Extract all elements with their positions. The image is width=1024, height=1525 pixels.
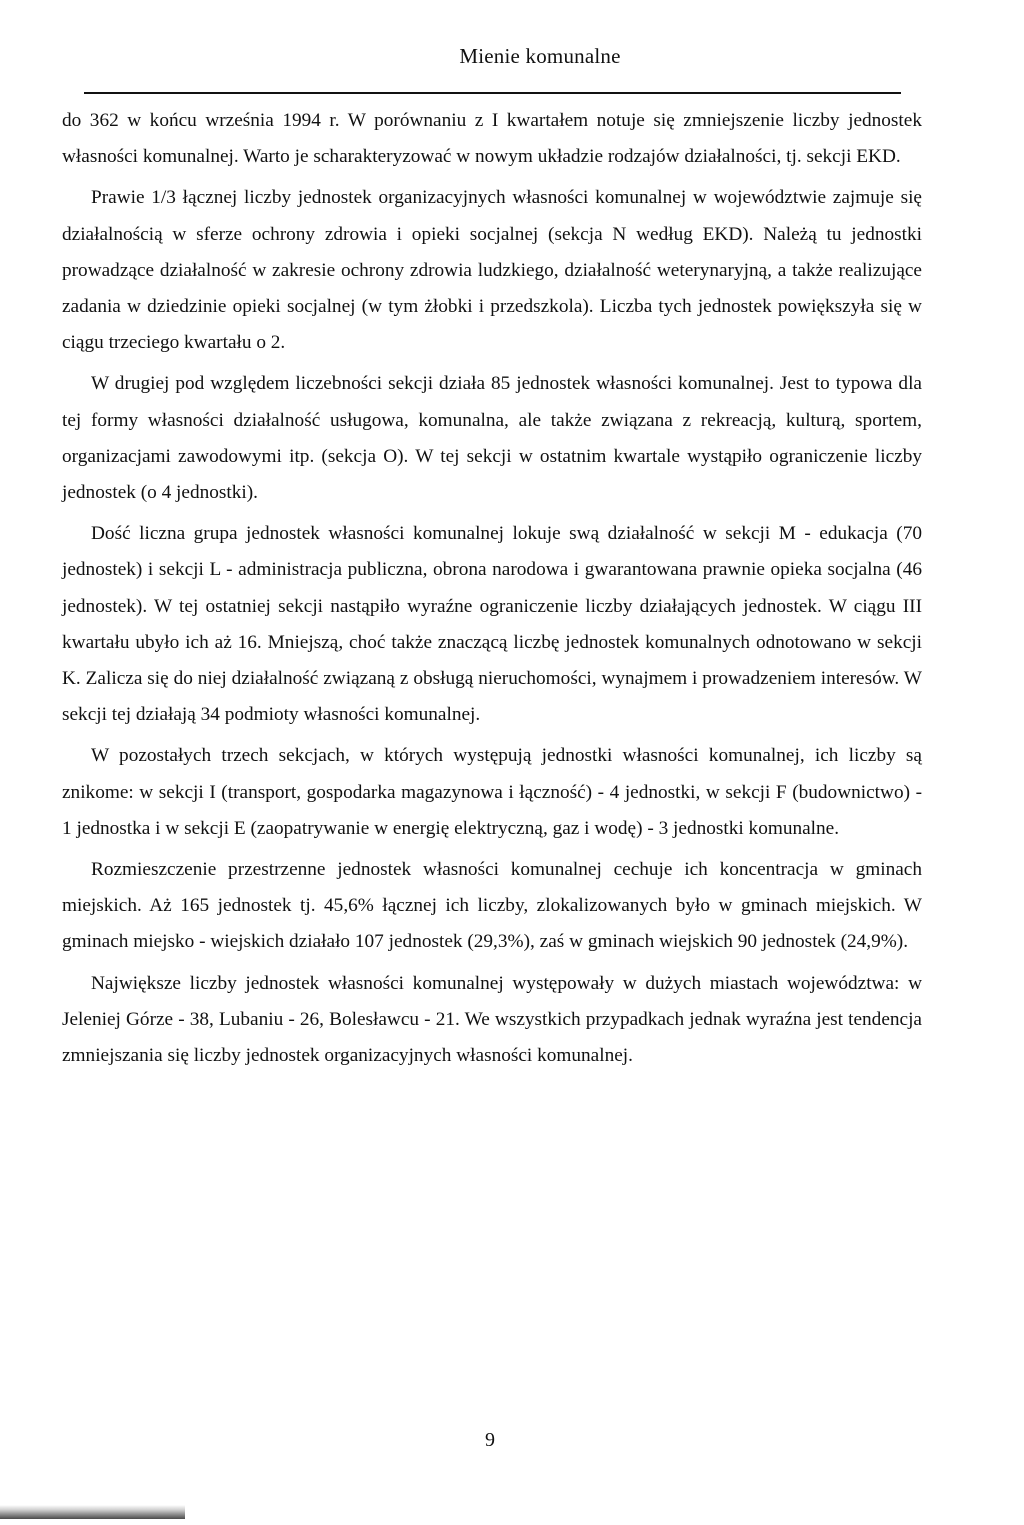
header-rule <box>84 92 901 94</box>
page-number: 9 <box>485 1429 495 1451</box>
paragraph: Rozmieszczenie przestrzenne jednostek własności komunalnej cechuje ich koncentracja w gminach miejskich. Aż 165 jednostek tj. 45,6% łącznej ich liczby, zlokalizowanych było w gminach miejskich. W gminach miejsko - wiejskich działało 107 jednostek (29,3%), zaś w gminach wiejskich 90 jednostek (24,9%). <box>62 859 922 953</box>
document-body <box>62 103 922 1079</box>
scan-edge-shadow <box>0 1505 185 1519</box>
paragraph: W pozostałych trzech sekcjach, w których występują jednostki własności komunalnej, ich liczby są znikome: w sekcji I (transport, gospodarka magazynowa i łączność) - 4 jednostki, w sekcji F (budownictwo) - 1 jednostka i w sekcji E (zaopatrywanie w energię elektryczną, gaz i wodę) - 3 jednostki komunalne. <box>62 745 922 839</box>
running-header <box>0 44 1024 69</box>
paragraph: Dość liczna grupa jednostek własności komunalnej lokuje swą działalność w sekcji M - edukacja (70 jednostek) i sekcji L - administracja publiczna, obrona narodowa i gwarantowana prawnie opieka socjalna (46 jednostek). W tej ostatniej sekcji nastąpiło wyraźne ograniczenie liczby działających jednostek. W ciągu III kwartału ubyło ich aż 16. Mniejszą, choć także znaczącą liczbę jednostek komunalnych odnotowano w sekcji K. Zalicza się do niej działalność związaną z obsługą nieruchomości, wynajmem i prowadzeniem interesów. W sekcji tej działają 34 podmioty własności komunalnej. <box>62 523 922 726</box>
paragraph: Prawie 1/3 łącznej liczby jednostek organizacyjnych własności komunalnej w województwie zajmuje się działalnością w sferze ochrony zdrowia i opieki socjalnej (sekcja N według EKD). Należą tu jednostki prowadzące działalność w zakresie ochrony zdrowia ludzkiego, działalność weterynaryjną, a także realizujące zadania w dziedzinie opieki socjalnej (w tym żłobki i przedszkola). Liczba tych jednostek powiększyła się w ciągu trzeciego kwartału o 2. <box>62 187 922 354</box>
paragraph: do 362 w końcu września 1994 r. W porównaniu z I kwartałem notuje się zmniejszenie liczby jednostek własności komunalnej. Warto je scharakteryzować w nowym układzie rodzajów działalności, tj. sekcji EKD. <box>62 110 922 168</box>
paragraph: Największe liczby jednostek własności komunalnej występowały w dużych miastach województwa: w Jeleniej Górze - 38, Lubaniu - 26, Bolesławcu - 21. We wszystkich przypadkach jednak wyraźna jest tendencja zmniejszania się liczby jednostek organizacyjnych własności komunalnej. <box>62 972 922 1067</box>
page-header-title: Mienie komunalne <box>459 44 621 68</box>
paragraph: W drugiej pod względem liczebności sekcji działa 85 jednostek własności komunalnej. Jest to typowa dla tej formy własności działalność usługowa, komunalna, ale także związana z rekreacją, kulturą, sportem, organizacjami zawodowymi itp. (sekcja O). W tej sekcji w ostatnim kwartale wystąpiło ograniczenie liczby jednostek (o 4 jednostki). <box>62 373 922 504</box>
page-number-footer <box>0 1429 1024 1452</box>
